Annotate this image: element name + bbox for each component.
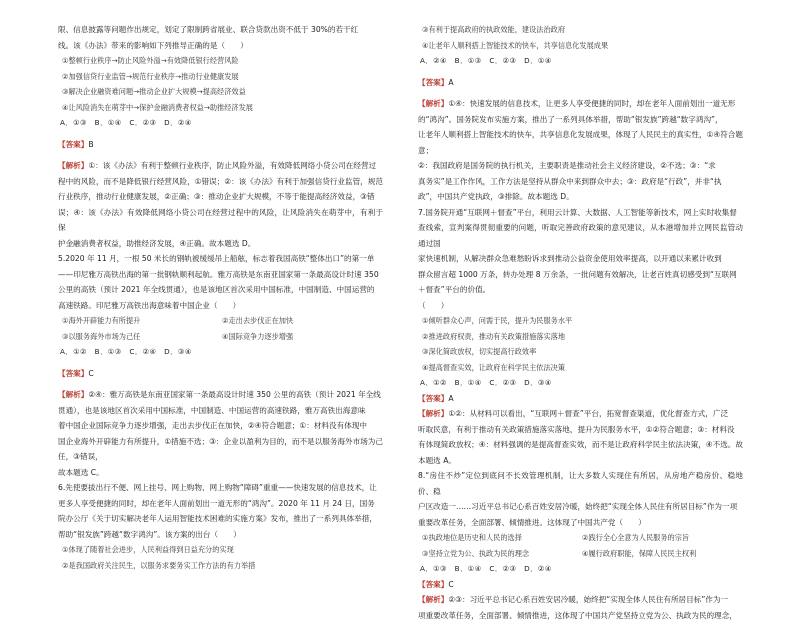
- q8-choices: A．①③ B．①④ C．②③ D．②④: [418, 561, 743, 577]
- analysis-line: ②④：雅万高铁是东南亚国家第一条最高设计时速 350 公里的高铁（预计 2021 年全线: [88, 390, 381, 399]
- q5-option: ①海外开辟能力有所提升: [62, 313, 222, 329]
- q4-choices: A．①③ B．①④ C．②③ D．②④: [58, 115, 383, 131]
- q8-stem-line: 8.“房住不炒”定位到底问不长效管理机制，让大多数人实现住有所居，从房地产稳房价、稳地价、稳: [418, 468, 743, 499]
- q8-answer: [418, 577, 743, 593]
- q6-option: ④让老年人顺利搭上智能技术的快车，共享信息化发展成果: [418, 38, 743, 54]
- q4-analysis: [58, 158, 383, 174]
- q8-stem-line: 户区改造一……习近平总书记心系百姓安居冷暖，始终把“实现全体人民住有所居目标”作为一项: [418, 499, 743, 515]
- q7-stem-line: 家快速机制，从解决群众急难愁盼诉求到推动公益资金使用效率提高，以开通以来累计收到: [418, 251, 743, 267]
- q8-option: ④履行政府职能，保障人民民主权利: [582, 546, 742, 562]
- analysis-label: 【解析】: [58, 390, 88, 399]
- q7-stem-line: 7.国务院开通“互联网＋督查”平台，利用云计算、大数据、人工智能等新技术，网上实时收集督: [418, 205, 743, 221]
- q5-answer: [58, 366, 383, 382]
- q8-option: ②践行全心全意为人民服务的宗旨: [582, 530, 742, 546]
- q6-analysis: [418, 96, 743, 112]
- analysis-line: 行业秩序，推动行业健康发展，②正确；③：推动企业扩大规模，不等于能提高经济效益，③错: [58, 189, 383, 205]
- analysis-label: 【解析】: [58, 161, 88, 170]
- q4-option: ④让风险消失在萌芽中→保护金融消费者权益→助推经济发展: [58, 100, 383, 116]
- q5-stem-line: 高速铁路。印尼雅万高铁出海意味着中国企业（ ）: [58, 298, 383, 314]
- q8-stem-line: 重要改革任务，全面部署、倾情推进。这体现了中国共产党（ ）: [418, 515, 743, 531]
- q5-option: ③以服务海外市场为己任: [62, 329, 222, 345]
- answer-label: 【答案】: [418, 580, 448, 589]
- q8-option-row: [418, 530, 743, 546]
- q6-answer: [418, 75, 743, 91]
- q5-choices: A．①② B．①③ C．②④ D．③④: [58, 344, 383, 360]
- q5-stem-line: 5.2020 年 11 月，一根 50 米长的钢轨被缓缓吊上船舷，标志着我国高铁“整体出口”的第一单: [58, 251, 383, 267]
- analysis-line: ②：我国政府是国务院的执行机关，主要职责是推动社会主义经济建设，②不选；③：“求: [418, 158, 743, 174]
- answer-value: A: [448, 394, 453, 403]
- analysis-line: 着中国企业国际竞争力逐步增强，走出去步伐正在加快，②④符合题意；①：材料没有体现中: [58, 418, 383, 434]
- q6-stem-line: 更多人享受便捷的同时，却在老年人面前划出一道无形的“鸿沟”。2020 年 11 月 24 日，国务: [58, 496, 383, 512]
- q7-stem-line: ＋督查”平台的价值。: [418, 282, 743, 298]
- q5-option: ④国际竞争力逐步增强: [222, 329, 382, 345]
- q6-option: ②是我国政府关注民生，以服务求要务实工作方法的有力举措: [58, 558, 383, 574]
- analysis-line: ①④：快速发展的信息技术，让更多人享受便捷的同时，却在老年人面前划出一道无形: [448, 99, 735, 108]
- q8-option: ①执政地位是历史和人民的选择: [422, 530, 582, 546]
- q4-option: ②加强信贷行业监管→规范行业秩序→推动行业健康发展: [58, 69, 383, 85]
- q4-option: ①整顿行业秩序→防止风险外溢→有效降低银行经营风险: [58, 53, 383, 69]
- q4-stem-line: 线。该《办法》带来的影响如下列推导正确的是（ ）: [58, 38, 383, 54]
- analysis-line: 误；④：该《办法》有效降低网络小贷公司在经营过程中的风险，让风险消失在萌芽中，有利于保: [58, 205, 383, 236]
- answer-value: B: [88, 140, 93, 149]
- analysis-line: 项重要改革任务，全面部署、倾情推进，这体现了中国共产党坚持立党为公、执政为民的理念，: [418, 608, 743, 623]
- q5-analysis: [58, 387, 383, 403]
- analysis-line: 的“鸿沟”。国务院发布实施方案，推出了一系列具体举措，帮助“银发族”跨越“数字鸿沟”，: [418, 112, 743, 128]
- q5-option-row: [58, 329, 383, 345]
- q7-stem-line: 群众留言超 1000 万条，转办处理 8 万余条，一批问题有效解决，让老百姓真切感受到“互联网: [418, 267, 743, 283]
- right-column: [418, 22, 743, 623]
- answer-value: C: [448, 580, 453, 589]
- q6-stem-line: 6.先使要拔出行不便、网上挂号、网上购物、网上购物“障碍”重重——快速发展的信息技术，让: [58, 480, 383, 496]
- answer-label: 【答案】: [58, 140, 88, 149]
- analysis-line: ①：该《办法》有利于整顿行业秩序，防止风险外溢，有效降低网络小贷公司在经营过: [88, 161, 376, 170]
- analysis-line: 护金融消费者权益，助推经济发展，④正确。故本题选 D。: [58, 236, 383, 252]
- q6-option: ③有利于提高政府的执政效能，建设法治政府: [418, 22, 743, 38]
- q7-option: ③深化简政放权，切实提高行政效率: [418, 344, 743, 360]
- analysis-line: 听取民意，有利于推动有关政策措施落实落地，提升为民服务水平，①②符合题意；③：材料没: [418, 422, 743, 438]
- left-column: [58, 22, 383, 573]
- q8-option-row: [418, 546, 743, 562]
- q5-option: ②走出去步伐正在加快: [222, 313, 382, 329]
- q4-answer: [58, 137, 383, 153]
- q5-stem-line: 公里的高铁（预计 2021 年全线贯通），也是该地区首次采用中国标准，中国制造、中国运营的: [58, 282, 383, 298]
- q7-stem-line: （ ）: [418, 298, 743, 314]
- analysis-line: 程中的风险，而不是降低银行经营风险，①错误；②：该《办法》有利于加强信贷行业监管，规范: [58, 174, 383, 190]
- q8-analysis: [418, 592, 743, 608]
- q7-choices: A．①② B．①④ C．②③ D．③④: [418, 375, 743, 391]
- q6-stem-line: 帮助“银发族”跨越“数字鸿沟”。该方案的出台（ ）: [58, 527, 383, 543]
- q5-option-row: [58, 313, 383, 329]
- q7-stem-line: 查线索，宣判案得贯彻重要的问题，听取完善政府政策的意见建议，从本港增加并立网民监管动通过国: [418, 220, 743, 251]
- q7-option: ①倾听群众心声，问需于民，提升为民服务水平: [418, 313, 743, 329]
- analysis-line: 国企业海外开辟能力有所提升，①措施不选；③：企业以盈利为目的，而不是以服务海外市场为己任，③错误，: [58, 434, 383, 465]
- analysis-label: 【解析】: [418, 595, 448, 604]
- answer-value: A: [448, 78, 453, 87]
- answer-value: C: [88, 369, 93, 378]
- q5-stem-line: ——印尼雅万高铁出海的第一批钢轨顺利起航。雅万高铁是东南亚国家第一条最高设计时速 350: [58, 267, 383, 283]
- analysis-line: 政”，中国共产党执政，③排除。故本题选 D。: [418, 189, 743, 205]
- q4-option: ③解决企业融资难问题→推动企业扩大规模→提高经济效益: [58, 84, 383, 100]
- analysis-line: 贯通），也是该地区首次采用中国标准，中国制造、中国运营的高速铁路，雅万高铁出海意味: [58, 403, 383, 419]
- answer-label: 【答案】: [418, 394, 448, 403]
- q8-option: ③坚持立党为公、执政为民的理念: [422, 546, 582, 562]
- q7-option: ②推进政府权责，推动有关政策措施落实落地: [418, 329, 743, 345]
- answer-label: 【答案】: [58, 369, 88, 378]
- analysis-line: ②③：习近平总书记心系百姓安居冷暖，始终把“实现全体人民住有所居目标”作为一: [448, 595, 728, 604]
- q7-answer: [418, 391, 743, 407]
- analysis-label: 【解析】: [418, 409, 448, 418]
- analysis-line: 真务实”是工作作风，工作方法是坚持从群众中来到群众中去；③：政府是“行政”，并非“执: [418, 174, 743, 190]
- analysis-label: 【解析】: [418, 99, 448, 108]
- q7-option: ④提高督查实效，让政府在科学民主依法决策: [418, 360, 743, 376]
- answer-label: 【答案】: [418, 78, 448, 87]
- analysis-line: 让老年人顺利搭上智能技术的快车，共享信息化发展成果，体现了人民民主的真实性，①④符合题意；: [418, 127, 743, 158]
- analysis-line: 有体现简政放权；④：材料强调的是提高督查实效，而不是让政府科学民主依法决策，④不选。故本题选 A。: [418, 437, 743, 468]
- analysis-line: 故本题选 C。: [58, 465, 383, 481]
- analysis-line: ①②：从材料可以看出，“互联网＋督查”平台，拓宽督查渠道，优化督查方式，广泛: [448, 409, 728, 418]
- q4-stem-line: 限、信息披露等问题作出规定，划定了限制跨省展业、联合贷款出资不低于 30%的若干红: [58, 22, 383, 38]
- q7-analysis: [418, 406, 743, 422]
- q6-choices: A．②④ B．①③ C．②③ D．①④: [418, 53, 743, 69]
- q6-stem-line: 院办公厅《关于切实解决老年人运用智能技术困难的实施方案》发布，推出了一系列具体举措，: [58, 511, 383, 527]
- q6-option: ①体现了随着社会进步，人民利益得到日益充分的实现: [58, 542, 383, 558]
